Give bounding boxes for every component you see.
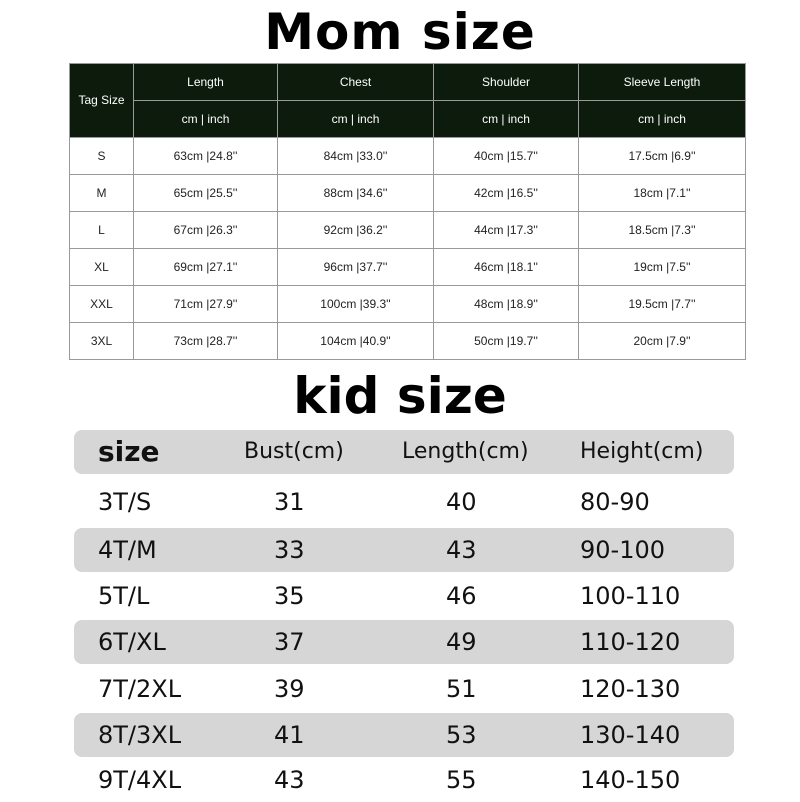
shoulder-cell: 44cm |17.3'' xyxy=(434,212,579,249)
bust-cell: 35 xyxy=(274,582,305,610)
shoulder-cell: 40cm |15.7'' xyxy=(434,138,579,175)
length-header: Length(cm) xyxy=(402,439,529,464)
mom-unit-row xyxy=(70,101,746,138)
size-cell: 6T/XL xyxy=(98,628,166,656)
bust-cell: 31 xyxy=(274,488,305,516)
length-cell: 69cm |27.1'' xyxy=(134,249,278,286)
shoulder-unit: cm | inch xyxy=(434,101,579,138)
length-unit: cm | inch xyxy=(134,101,278,138)
shoulder-cell: 46cm |18.1'' xyxy=(434,249,579,286)
height-cell: 120-130 xyxy=(580,675,681,703)
length-cell: 46 xyxy=(446,582,477,610)
sleeve-cell: 20cm |7.9'' xyxy=(579,323,746,360)
length-cell: 71cm |27.9'' xyxy=(134,286,278,323)
table-row xyxy=(70,323,746,360)
size-cell: 3T/S xyxy=(98,488,152,516)
length-cell: 51 xyxy=(446,675,477,703)
size-cell: 5T/L xyxy=(98,582,150,610)
chest-unit: cm | inch xyxy=(278,101,434,138)
table-row xyxy=(74,713,734,757)
chest-header: Chest xyxy=(278,64,434,101)
table-row xyxy=(74,480,734,524)
table-row xyxy=(70,286,746,323)
length-cell: 55 xyxy=(446,766,477,794)
sleeve-cell: 19cm |7.5'' xyxy=(579,249,746,286)
sleeve-cell: 18.5cm |7.3'' xyxy=(579,212,746,249)
table-row xyxy=(70,212,746,249)
length-header: Length xyxy=(134,64,278,101)
mom-size-title: Mom size xyxy=(264,3,536,61)
kid-header-row xyxy=(74,430,734,474)
shoulder-cell: 42cm |16.5'' xyxy=(434,175,579,212)
bust-cell: 41 xyxy=(274,721,305,749)
table-row xyxy=(74,528,734,572)
length-cell: 49 xyxy=(446,628,477,656)
table-row xyxy=(70,249,746,286)
height-cell: 130-140 xyxy=(580,721,681,749)
chest-cell: 96cm |37.7'' xyxy=(278,249,434,286)
size-cell: XL xyxy=(70,249,134,286)
size-cell: S xyxy=(70,138,134,175)
length-cell: 40 xyxy=(446,488,477,516)
mom-size-table xyxy=(69,63,746,360)
size-cell: M xyxy=(70,175,134,212)
sleeve-length-header: Sleeve Length xyxy=(579,64,746,101)
chest-cell: 104cm |40.9'' xyxy=(278,323,434,360)
height-header: Height(cm) xyxy=(580,439,704,464)
height-cell: 90-100 xyxy=(580,536,666,564)
height-cell: 110-120 xyxy=(580,628,681,656)
sleeve-cell: 18cm |7.1'' xyxy=(579,175,746,212)
sleeve-cell: 19.5cm |7.7'' xyxy=(579,286,746,323)
chest-cell: 92cm |36.2'' xyxy=(278,212,434,249)
table-row xyxy=(74,667,734,711)
table-row xyxy=(74,758,734,802)
height-cell: 80-90 xyxy=(580,488,650,516)
length-cell: 43 xyxy=(446,536,477,564)
table-row xyxy=(70,138,746,175)
size-cell: 3XL xyxy=(70,323,134,360)
length-cell: 73cm |28.7'' xyxy=(134,323,278,360)
length-cell: 63cm |24.8'' xyxy=(134,138,278,175)
mom-header-row xyxy=(70,64,746,101)
bust-cell: 37 xyxy=(274,628,305,656)
length-cell: 65cm |25.5'' xyxy=(134,175,278,212)
shoulder-cell: 48cm |18.9'' xyxy=(434,286,579,323)
table-row xyxy=(70,175,746,212)
chest-cell: 100cm |39.3'' xyxy=(278,286,434,323)
sleeve-cell: 17.5cm |6.9'' xyxy=(579,138,746,175)
size-header: size xyxy=(98,435,160,468)
bust-header: Bust(cm) xyxy=(244,439,344,464)
length-cell: 67cm |26.3'' xyxy=(134,212,278,249)
table-row xyxy=(74,574,734,618)
size-cell: 8T/3XL xyxy=(98,721,182,749)
bust-cell: 39 xyxy=(274,675,305,703)
bust-cell: 33 xyxy=(274,536,305,564)
chest-cell: 88cm |34.6'' xyxy=(278,175,434,212)
height-cell: 140-150 xyxy=(580,766,681,794)
tag-size-header: Tag Size xyxy=(70,64,134,138)
shoulder-header: Shoulder xyxy=(434,64,579,101)
size-cell: XXL xyxy=(70,286,134,323)
bust-cell: 43 xyxy=(274,766,305,794)
size-cell: 7T/2XL xyxy=(98,675,182,703)
chest-cell: 84cm |33.0'' xyxy=(278,138,434,175)
table-row xyxy=(74,620,734,664)
size-cell: 9T/4XL xyxy=(98,766,182,794)
size-cell: L xyxy=(70,212,134,249)
height-cell: 100-110 xyxy=(580,582,681,610)
shoulder-cell: 50cm |19.7'' xyxy=(434,323,579,360)
length-cell: 53 xyxy=(446,721,477,749)
sleeve-unit: cm | inch xyxy=(579,101,746,138)
kid-size-title: kid size xyxy=(293,367,507,425)
size-cell: 4T/M xyxy=(98,536,157,564)
